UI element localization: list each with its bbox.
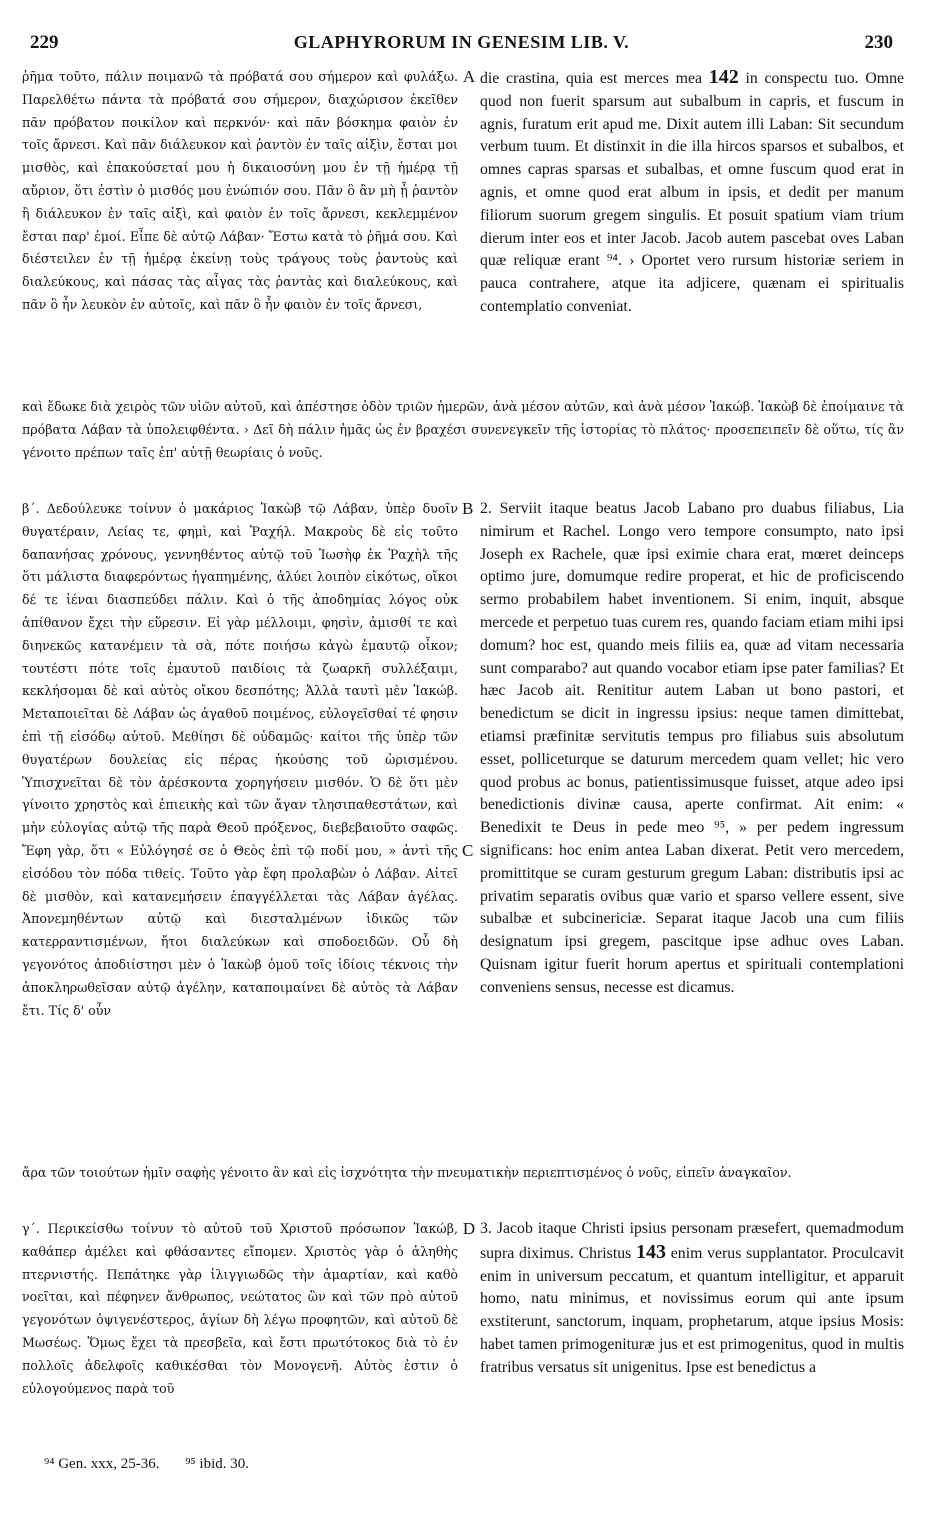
section-2 <box>22 498 904 1160</box>
margin-markers-b-c <box>458 498 480 1160</box>
latin-column-section-2: 2. Serviit itaque beatus Jacob Labano pro duabus filiabus, Lia nimirum et Rachel. Longo vero tempore consumpto, nato ipsi Joseph ex Rachele, quæ ipsi eximie chara erat, mœret deinceps optimo jure, domumque redire properat, et hic de proficiscendo sermo probabilem habet inventionem. Si enim, inquit, absque mercede et perpetuo tuas curem res, quando faciam etiam mihi ipsi domum? hoc est, quando meis filiis ea, quæ ad vitam necessaria sunt comparabo? aut quando vocabor etiam ipse pater familias? Et hæc Jacob ait. Renititur autem Laban ut bono pastori, et benedictum se dicit in ingressu ipsius: neque tamen dimittebat, etiamsi præfinitæ servitutis tempus pro filiabus suis absolutum esset, polliceturque se daturum mercedem quam vellet; hic vero quod probus ac bonus, patientissimusque fuisset, atque adeo ipsi benedictionis divinæ causa, aperte confirmat. Ait enim: « Benedixit te Deus in pede meo ⁹⁵, » per pedem ingressum significans: hoc enim antea Laban dixerat. Petit vero mercedem, promittitque se curam gesturum gregum Laban: distributis ipsi ac privatim separatis ovibus quæ vario et sparso vellere essent, sive subalbæ et subcinericiæ. Separat itaque Jacob una cum filiis designatum ipsi gregem, pascitque ipse adhuc oves Laban. Quisnam igitur fuerit horum apertus et spirituali contemplationi conveniens sensus, necesse est dicamus. <box>480 500 904 996</box>
running-title: GLAPHYRORUM IN GENESIM LIB. V. <box>293 32 630 52</box>
section-1 <box>22 66 904 385</box>
footnote-94: ⁹⁴ Gen. xxx, 25-36. <box>44 1456 160 1472</box>
column-number-143: 143 <box>636 1240 667 1263</box>
latin-text-after: in conspectu tuo. Omne quod non fuerit sparsum aut subalbum in capris, et fuscum in agnis, furatum erit apud me. Dixit autem illi Laban: Sit secundum verbum tuum. Et distinxit in die illa hircos sparsos et subalbos, et omnes capras sparsas et subalbas, et omne fuscum quod erat in agnis, et omne quod erat album in ipsis, et dedit per manum filiorum suorum gregem singulis. Et posuit spatium viam trium dierum inter eos et inter Jacob. Jacob autem pascebat oves Laban quæ reliquæ erant ⁹⁴. › Oportet vero rursum historiæ seriem in pauca contrahere, atque ita adjicere, quænam ei spiritualis contemplatio conveniat. <box>480 70 904 315</box>
margin-marker-a <box>458 66 480 385</box>
marker-b: B <box>462 499 474 518</box>
column-number-142: 142 <box>708 66 739 88</box>
latin-column-section-1 <box>480 66 904 385</box>
section-3 <box>22 1218 904 1430</box>
running-head <box>30 32 893 56</box>
footnote-95: ⁹⁵ ibid. 30. <box>185 1456 249 1472</box>
margin-marker-d <box>458 1218 480 1430</box>
greek-span-section-2: ἄρα τῶν τοιούτων ἡμῖν σαφὴς γένοιτο ἂν καὶ εἰς ἰσχνότητα τὴν πνευματικὴν περιεπτισμένος ὁ νοῦς, εἰπεῖν ἀναγκαῖον. <box>22 1165 792 1180</box>
marker-d: D <box>462 1219 476 1238</box>
footnotes <box>44 1456 249 1473</box>
page-number-left: 229 <box>30 32 59 53</box>
greek-column-section-3: γ΄. Περικείσθω τοίνυν τὸ αὐτοῦ τοῦ Χριστοῦ πρόσωπον Ἰακώβ, καθάπερ ἀμέλει καὶ φθάσαντες εἴπομεν. Χριστὸς γὰρ ὁ ἀληθὴς πτερνιστής. Πεπάτηκε γὰρ ἰλιγγιωδῶς τὴν ἁμαρτίαν, καὶ καθὸ νοεῖται, καὶ πέφηνεν ἄνθρωπος, νεώτατος ὢν καὶ τῶν πρὸ αὐτοῦ γεγονότων ὀψιγενέστερος, ἁγίων δὴ λέγω προφητῶν, καὶ αὐτοῦ δὲ Μωσέως. Ὅμως ἔχει τὰ πρεσβεῖα, καὶ ἔστι πρωτότοκος διὰ τὸ ἐν πολλοῖς ἀδελφοῖς καθικέσθαι τὸν Μονογενῆ. Αὐτὸς ἐστιν ὁ εὐλογούμενος παρὰ τοῦ <box>22 1221 458 1396</box>
latin-column-section-3 <box>480 1218 904 1430</box>
latin-text-before: die crastina, quia est merces mea <box>480 70 709 87</box>
greek-span-section-1: καὶ ἔδωκε διὰ χειρὸς τῶν υἱῶν αὐτοῦ, καὶ ἀπέστησε ὁδὸν τριῶν ἡμερῶν, ἀνὰ μέσον αὐτῶν, καὶ ἀνὰ μέσον Ἰακώβ. Ἰακὼβ δὲ ἐποίμαινε τὰ πρόβατα Λάβαν τὰ ὑπολειφθέντα. › Δεῖ δὴ πάλιν ἡμᾶς ὡς ἐν βραχέσι συνενεγκεῖν τῆς ἱστορίας τὸ πλάτος· προσεπειπεῖν δὲ οὕτω, τίς ἂν γένοιτο πρέπων ταῖς ἐπ' αὐτῇ θεωρίαις ὁ νοῦς. <box>22 399 904 460</box>
latin-text-after: enim verus supplantator. Proculcavit enim in universum peccatum, et quantum intelligitur, et apparuit homo, natu minimus, et novissimus eorum qui ante ipsum exstiterunt, sanctorum, inquam, prophetarum, atque ipsius Mosis: habet tamen primogenituræ jus et est primogenitus, quod in multis fratribus versatus sit unigenitus. Ipse est benedictus a <box>480 1244 904 1376</box>
marker-c: C <box>462 841 474 860</box>
page-number-right: 230 <box>864 32 893 53</box>
greek-column-section-2: β΄. Δεδούλευκε τοίνυν ὁ μακάριος Ἰακὼβ τῷ Λάβαν, ὑπὲρ δυοῖν θυγατέραιν, Λείας τε, φημὶ, καὶ Ῥαχήλ. Μακροὺς δὲ εἰς τοῦτο δαπανήσας χρόνους, γεννηθέντος αὐτῷ τοῦ Ἰωσὴφ ἐκ Ῥαχὴλ τῆς ὅτι μάλιστα διαφερόντως ἠγαπημένης, ἀλύει λοιπὸν εἰκότως, οἴκοι δέ τε ἰέναι διασπεύδει πάλιν. Καὶ ὁ τῆς ἀποδημίας λόγος οὐκ ἀπίθανον ἔχει τὴν εὕρεσιν. Εἰ γὰρ μέλλοιμι, φησὶν, ἀμισθί τε καὶ διηνεκῶς κατανέμειν τὰ σὰ, πότε ποιήσω κἀγὼ ἐμαυτῷ οἶκον; τουτέστι πότε τοῖς ἐμαυτοῦ παιδίοις τὰ ζωαρκῆ συλλέξαιμι, κεκλήσομαι δὲ καὶ αὐτὸς οἴκου δεσπότης; Ἀλλὰ ταυτὶ μὲν Ἰακώβ. Μεταποιεῖται δὲ Λάβαν ὡς ἀγαθοῦ ποιμένος, εὐλογεῖσθαί τέ φησιν ἐπὶ τῇ εἰσόδῳ αὐτοῦ. Μεθίησι δὲ οὐδαμῶς· καίτοι τῆς ὑπὲρ τῶν θυγατέρων δουλείας εἰς πέρας ἡκούσης τοῦ ὡρισμένου. Ὑπισχνεῖται δὲ τὸν ἀρέσκοντα χορηγήσειν μισθόν. Ὁ δὲ ὅτι μὲν γίνοιτο χρηστὸς καὶ ἐπιεικὴς καὶ τῶν ἄγαν τλησιπαθεστάτων, καὶ μὴν εὐλογίας αὐτῷ τῆς παρὰ Θεοῦ πρόξενος, διεβεβαιοῦτο σαφῶς. Ἔφη γὰρ, ὅτι « Εὐλόγησέ σε ὁ Θεὸς ἐπὶ τῷ ποδί μου, » ἀντὶ τῆς εἰσόδου τὸν πόδα τιθείς. Τοῦτο γὰρ ἔφη προλαβὼν ὁ Λάβαν. Αἰτεῖ δὲ μισθὸν, καὶ κατανεμήσειν ἐπαγγέλλεται τὰς Λάβαν ἀγέλας. Ἀπονεμηθέντων αὐτῷ καὶ διεσταλμένων ἰδικῶς τῶν κατερραντισμένων, ἤτοι διαλεύκων καὶ σποδοειδῶν. Οὗ δὴ γεγονότος ἀποδιίστησι μὲν ὁ Ἰακὼβ ὁμοῦ τοῖς ἰδίοις τέκνοις τὴν ἀποκληρωθεῖσαν αὐτῷ ἀγέλην, καταποιμαίνει δὲ αὐτὸς τὰ Λάβαν ἔτι. Τίς δ' οὖν <box>22 501 458 1018</box>
marker-a: A <box>462 67 476 86</box>
latin-text-before: 3. Jacob itaque Christi ipsius personam præsefert, quemadmodum supra diximus. Christus <box>480 1220 904 1262</box>
greek-column-section-1: ῥῆμα τοῦτο, πάλιν ποιμανῶ τὰ πρόβατά σου σήμερον καὶ φυλάξω. Παρελθέτω πάντα τὰ πρόβατά σου σήμερον, διαχώρισον ἐκεῖθεν πᾶν πρόβατον ποικίλον καὶ περκνόν· καὶ πᾶν βόσκημα φαιὸν ἐν τοῖς ἄρνεσι. Καὶ πᾶν διάλευκον καὶ ῥαντὸν ἐν ταῖς αἰξὶν, ἔσται μοι μισθὸς, καὶ ἐπακούσεταί μου ἡ δικαιοσύνη μου ἐν τῇ ἡμέρᾳ τῇ αὔριον, ὅτι ἐστὶν ὁ μισθός μου ἐνώπιόν σου. Πᾶν ὃ ἂν μὴ ᾖ ῥαντὸν ἢ διάλευκον ἐν ταῖς αἰξὶ, καὶ φαιὸν ἐν τοῖς ἄρνεσι, κεκλεμμένον ἔσται παρ' ἐμοί. Εἶπε δὲ αὐτῷ Λάβαν· Ἔστω κατὰ τὸ ῥῆμά σου. Καὶ διέστειλεν ἐν τῇ ἡμέρᾳ ἐκείνῃ τοὺς τράγους τοὺς ῥαντοὺς καὶ διαλεύκους, καὶ πάσας τὰς αἶγας τὰς ῥαντὰς καὶ διαλεύκους, καὶ πᾶν ὃ ἦν λευκὸν ἐν αὐτοῖς, καὶ πᾶν ὃ ἦν φαιὸν ἐν τοῖς ἄρνεσι, <box>22 69 458 312</box>
